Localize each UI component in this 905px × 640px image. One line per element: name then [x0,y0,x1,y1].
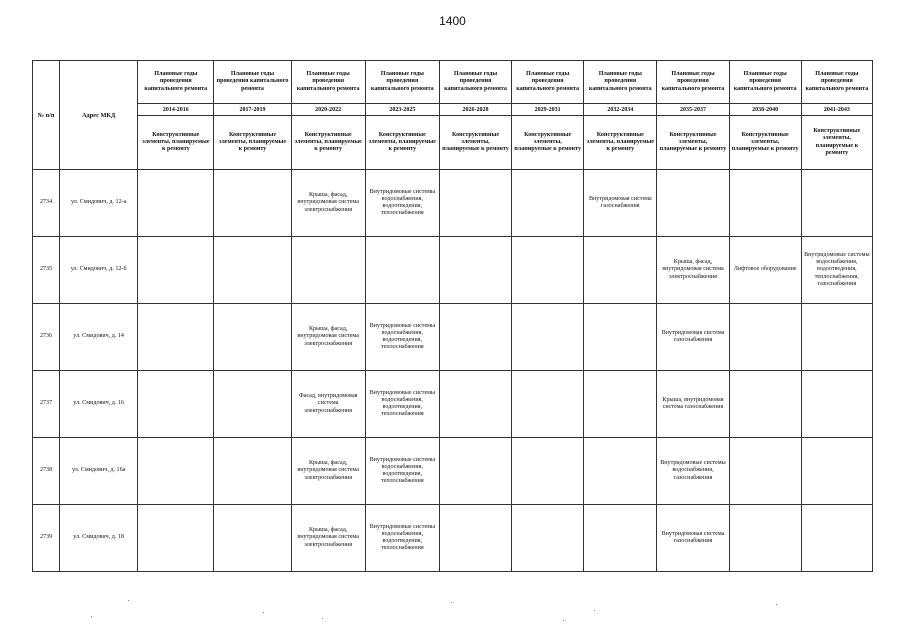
elements-header: Конструктивные элементы, планируемые к ремонту [729,116,801,170]
repair-cell [584,304,657,371]
plan-header: Плановые годы проведения капитального ремонта [801,61,872,104]
row-address: ул. Смидович, д. 16а [60,438,138,505]
period-header: 2026-2028 [439,104,511,116]
period-header: 2014-2016 [138,104,214,116]
repair-cell: Внутридомовая система газоснабжения [584,170,657,237]
plan-header: Плановые годы проведения капитального ремонта [657,61,729,104]
repair-cell: Внутридомовые системы водоснабжения, водоотведения, теплоснабжения, газоснабжения [801,237,872,304]
repair-cell [801,438,872,505]
plan-header: Плановые годы проведения капитального ремонта [365,61,439,104]
address-header: Адрес МКД [60,61,138,170]
repair-schedule-table [32,60,873,572]
repair-cell [512,170,584,237]
elements-header: Конструктивные элементы, планируемые к ремонту [291,116,365,170]
elements-header: Конструктивные элементы, планируемые к ремонту [512,116,584,170]
repair-cell: Внутридомовая система газоснабжения [657,304,729,371]
repair-cell [512,304,584,371]
period-header: 2032-2034 [584,104,657,116]
table-row [33,237,873,304]
elements-header: Конструктивные элементы, планируемые к ремонту [657,116,729,170]
repair-cell [729,438,801,505]
row-number: 2738 [33,438,60,505]
repair-cell [214,438,291,505]
repair-cell [138,304,214,371]
repair-cell [584,237,657,304]
elements-header: Конструктивные элементы, планируемые к ремонту [214,116,291,170]
repair-cell: Крыша, внутридомовая система газоснабжения [657,371,729,438]
repair-cell [138,170,214,237]
repair-cell [138,237,214,304]
elements-header: Конструктивные элементы, планируемые к ремонту [801,116,872,170]
repair-cell [801,505,872,572]
repair-cell: Крыша, фасад, внутридомовая система электроснабжения [657,237,729,304]
table-row [33,170,873,237]
row-number: 2737 [33,371,60,438]
plan-header: Плановые годы проведения капитального ремонта [138,61,214,104]
repair-cell [729,304,801,371]
repair-cell: Внутридомовые системы водоснабжения, водоотведения, теплоснабжения [365,304,439,371]
repair-cell: Крыша, фасад, внутридомовая система электроснабжения [291,304,365,371]
repair-cell: Внутридомовые системы водоснабжения, газоснабжения [657,438,729,505]
repair-cell [439,371,511,438]
table-row [33,371,873,438]
repair-cell: Внутридомовые системы водоснабжения, водоотведения, теплоснабжения [365,438,439,505]
repair-cell [512,438,584,505]
period-header: 2023-2025 [365,104,439,116]
row-number: 2736 [33,304,60,371]
plan-header: Плановые годы проведения капитального ремонта [512,61,584,104]
period-header: 2038-2040 [729,104,801,116]
repair-cell [729,371,801,438]
repair-cell [291,237,365,304]
repair-cell [138,505,214,572]
repair-cell: Внутридомовые системы водоснабжения, водоотведения, теплоснабжения [365,371,439,438]
plan-header: Плановые годы проведения капитального ремонта [584,61,657,104]
repair-cell [138,371,214,438]
period-header: 2020-2022 [291,104,365,116]
scan-artifacts [0,600,905,630]
repair-cell [729,170,801,237]
repair-cell [439,170,511,237]
repair-cell [584,438,657,505]
row-number: 2734 [33,170,60,237]
repair-cell [138,438,214,505]
table-row [33,304,873,371]
repair-cell [365,237,439,304]
repair-cell [657,170,729,237]
repair-cell: Лифтовое оборудование [729,237,801,304]
plan-header: Плановые годы проведения капитального ремонта [439,61,511,104]
repair-cell [439,505,511,572]
elements-header: Конструктивные элементы, планируемые к ремонту [365,116,439,170]
row-address: ул. Смидович, д. 12-а [60,170,138,237]
repair-cell: Внутридомовая система газоснабжения [657,505,729,572]
repair-cell: Внутридомовые системы водоснабжения, водоотведения, теплоснабжения [365,505,439,572]
row-number: 2735 [33,237,60,304]
row-address: ул. Смидович, д. 18 [60,505,138,572]
row-address: ул. Смидович, д. 12-б [60,237,138,304]
repair-cell [439,304,511,371]
repair-cell [439,438,511,505]
period-header: 2041-2043 [801,104,872,116]
table-row [33,505,873,572]
period-header: 2029-2031 [512,104,584,116]
elements-header: Конструктивные элементы, планируемые к ремонту [439,116,511,170]
repair-cell [801,371,872,438]
repair-cell [214,170,291,237]
plan-header: Плановые годы проведения капитального ремонта [729,61,801,104]
row-address: ул. Смидович, д. 14 [60,304,138,371]
repair-cell: Крыша, фасад, внутридомовая система электроснабжения [291,438,365,505]
repair-cell: Фасад, внутридомовая система электроснабжения [291,371,365,438]
repair-cell: Крыша, фасад, внутридомовая система электроснабжения [291,170,365,237]
plan-header: Плановые годы проведения капитального ремонта [291,61,365,104]
elements-header: Конструктивные элементы, планируемые к ремонту [584,116,657,170]
repair-cell [512,371,584,438]
repair-cell [214,304,291,371]
page-number: 1400 [439,14,466,28]
num-header: № п/п [33,61,60,170]
repair-cell [584,505,657,572]
repair-cell [584,371,657,438]
repair-cell [214,505,291,572]
plan-header: Плановые годы проведения капитального ремонта [214,61,291,104]
repair-cell: Крыша, фасад, внутридомовая система электроснабжения [291,505,365,572]
repair-cell [801,170,872,237]
row-address: ул. Смидович, д. 16 [60,371,138,438]
repair-cell [439,237,511,304]
repair-cell [512,505,584,572]
repair-cell [512,237,584,304]
period-header: 2035-2037 [657,104,729,116]
elements-header: Конструктивные элементы, планируемые к ремонту [138,116,214,170]
repair-cell [801,304,872,371]
table-row [33,438,873,505]
repair-cell [214,371,291,438]
repair-cell [214,237,291,304]
repair-cell [729,505,801,572]
period-header: 2017-2019 [214,104,291,116]
repair-cell: Внутридомовые системы водоснабжения, водоотведения, теплоснабжения [365,170,439,237]
row-number: 2739 [33,505,60,572]
